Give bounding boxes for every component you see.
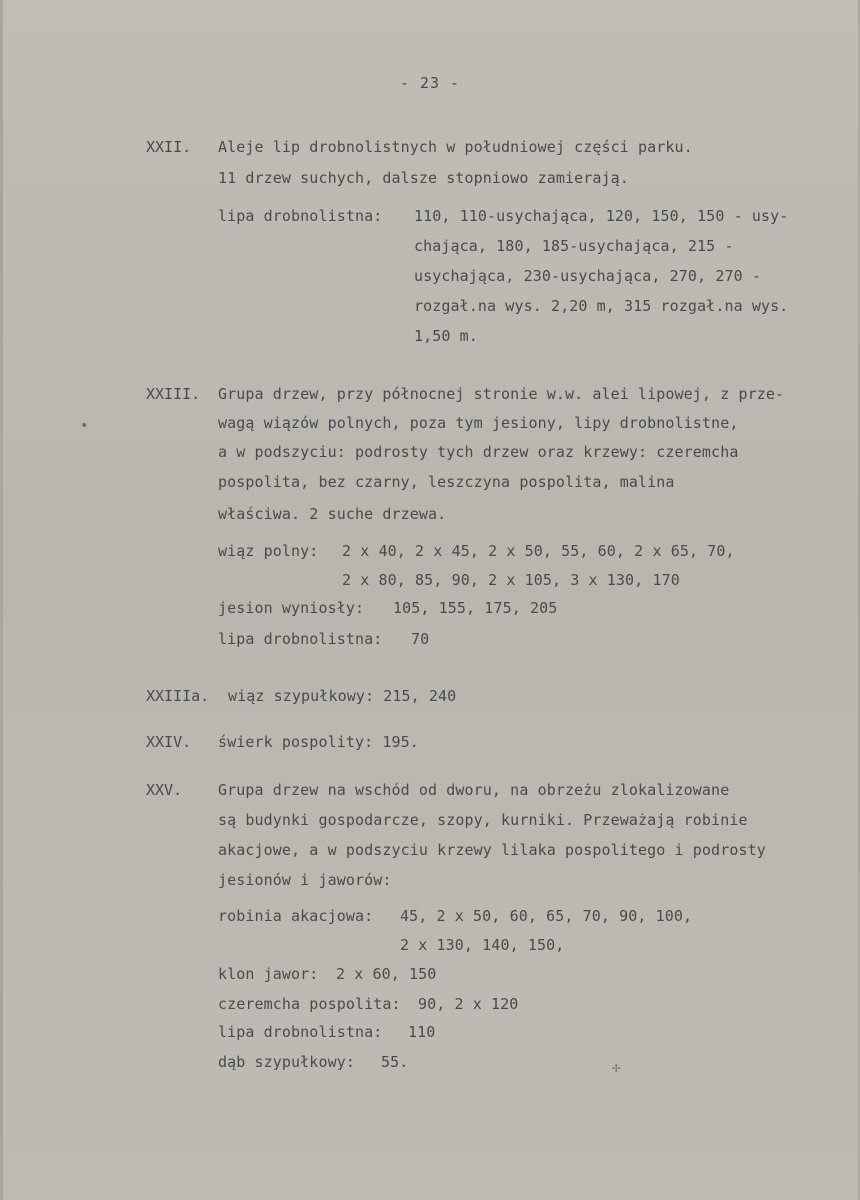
paper-speck-mark: ✢	[612, 1060, 621, 1076]
species-name: czeremcha pospolita:	[218, 995, 401, 1013]
section-text-line: właściwa. 2 suche drzewa.	[218, 505, 447, 523]
section-text-line: świerk pospolity: 195.	[218, 733, 419, 751]
section-text-line: a w podszyciu: podrosty tych drzew oraz krzewy: czeremcha	[218, 443, 739, 461]
section-text-line: Grupa drzew na wschód od dworu, na obrzeżu zlokalizowane	[218, 781, 730, 799]
species-name: dąb szypułkowy:	[218, 1053, 355, 1071]
species-values-line: 2 x 80, 85, 90, 2 x 105, 3 x 130, 170	[342, 571, 680, 589]
section-text-line: akacjowe, a w podszyciu krzewy lilaka pospolitego i podrosty	[218, 841, 766, 859]
section-numeral: XXIII.	[146, 385, 201, 403]
species-values-line: 70	[411, 630, 430, 648]
section-text-line: jesionów i jaworów:	[218, 871, 392, 889]
species-values-line: 1,50 m.	[414, 327, 478, 345]
species-values-line: 45, 2 x 50, 60, 65, 70, 90, 100,	[400, 907, 693, 925]
species-values-line: 2 x 40, 2 x 45, 2 x 50, 55, 60, 2 x 65, 70,	[342, 542, 735, 560]
species-name: klon jawor:	[218, 965, 319, 983]
species-values-line: 2 x 130, 140, 150,	[400, 936, 565, 954]
section-text-line: Grupa drzew, przy północnej stronie w.w. alei lipowej, z prze-	[218, 385, 785, 403]
section-numeral: XXIV.	[146, 733, 192, 751]
species-values-line: 110	[408, 1023, 436, 1041]
section-numeral: XXV.	[146, 781, 183, 799]
section-numeral: XXIIIa.	[146, 687, 210, 705]
species-values-line: 110, 110-usychająca, 120, 150, 150 - usy-	[414, 207, 789, 225]
species-values-line: rozgał.na wys. 2,20 m, 315 rozgał.na wys.	[414, 297, 789, 315]
paper-speck-mark: •	[80, 418, 89, 434]
species-name: jesion wyniosły:	[218, 599, 365, 617]
species-name: lipa drobnolistna:	[218, 207, 383, 225]
species-values-line: 55.	[381, 1053, 409, 1071]
species-name: lipa drobnolistna:	[218, 630, 383, 648]
section-text-line: Aleje lip drobnolistnych w południowej części parku.	[218, 138, 693, 156]
section-text-line: są budynki gospodarcze, szopy, kurniki. Przeważają robinie	[218, 811, 748, 829]
species-values-line: chająca, 180, 185-usychająca, 215 -	[414, 237, 734, 255]
page-number: - 23 -	[399, 74, 461, 92]
species-name: wiąz polny:	[218, 542, 319, 560]
species-values-line: 90, 2 x 120	[418, 995, 519, 1013]
species-name: robinia akacjowa:	[218, 907, 374, 925]
section-text-line: wiąz szypułkowy: 215, 240	[228, 687, 457, 705]
species-values-line: 2 x 60, 150	[336, 965, 437, 983]
species-values-line: usychająca, 230-usychająca, 270, 270 -	[414, 267, 761, 285]
section-numeral: XXII.	[146, 138, 192, 156]
section-text-line: pospolita, bez czarny, leszczyna pospolita, malina	[218, 473, 675, 491]
species-values-line: 105, 155, 175, 205	[393, 599, 558, 617]
section-text-line: wagą wiązów polnych, poza tym jesiony, lipy drobnolistne,	[218, 414, 739, 432]
section-text-line: 11 drzew suchych, dalsze stopniowo zamierają.	[218, 169, 629, 187]
species-name: lipa drobnolistna:	[218, 1023, 383, 1041]
